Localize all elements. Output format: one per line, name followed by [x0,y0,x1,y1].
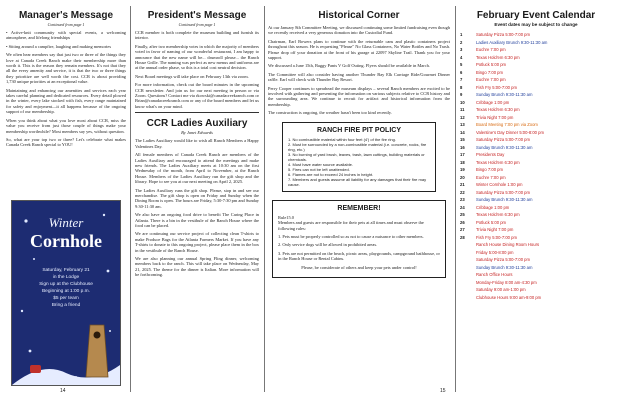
calendar-event: Bingo 7:00 pm [476,167,504,172]
calendar-row [460,151,612,159]
fire-pit-policy-box [282,122,436,192]
calendar-event: Bingo 7:00 pm [476,69,504,75]
calendar-day: 14 [460,129,465,135]
remember-body [278,215,440,270]
ladies-byline: By Janet Edwards [181,130,213,136]
calendar-day: 1 [460,32,463,37]
calendar-row [460,106,612,114]
calendar-column [460,0,612,301]
calendar-day: 13 [460,122,465,127]
calendar-day: 16 [460,144,465,150]
calendar-event: Potluck 5:00 pm [476,62,507,67]
calendar-row [460,54,612,62]
column-divider [264,6,265,392]
page-number-right: 15 [440,388,446,394]
ladies-paragraph: We also have an ongoing food drive to benefit The Caring Place in Atlanta. There is a bin in the vestibule of the Ranch House where the food can be placed. [135,212,259,228]
historical-title: Historical Corner [318,10,400,21]
calendar-row [460,196,612,204]
calendar-event: Euchre 7:00 pm [476,77,506,82]
calendar-day: 7 [460,77,463,82]
fire-pit-item: 4. Must have water source available. [288,161,353,167]
remember-intro: Members and guests are responsible for their pets at all times and must observe the following rules: [278,220,424,231]
calendar-event: Texas Hold'em 6:30 pm [476,54,520,60]
fire-pit-list [288,137,430,187]
calendar-day: 8 [460,84,463,90]
ladies-paragraph: We are continuing our service project of collecting clean T-shirts to make Produce Bags for the Atlanta Farmers Market. If you have any T-shirts to donate to this ongoing project, please place them in the box in the vestibule of the Ranch House. [135,231,259,253]
manager-paragraph: Maintaining and enhancing our amenities and services each year takes careful planning and dedicated resources. Every detail plowed in the winter, every lake stocked with fish, every range maintained for safety and enjoyment—it all happens because of the ongoing support of our membership. [6,87,126,115]
president-paragraph: Finally, after two membership votes in which the majority of members voted in favor of naming of our wonderful restaurant, I am happy to announce that the new name will be... drumroll please... the Ranch House Grille. The naming was perfect as new menus and uniforms are at the annual order phase, so this is a total cost neutral decision. [135,43,259,71]
calendar-row [460,264,612,272]
calendar-day: 3 [460,47,463,52]
calendar-row [460,114,612,122]
calendar-row [460,279,612,287]
calendar-event: Ranch House Dining Room Hours [476,242,540,247]
calendar-event: Ranch Office Hours [476,272,513,277]
calendar-event: Ladies Auxiliary Brunch 9:30-11:30 am [476,39,548,45]
calendar-day: 19 [460,167,465,172]
calendar-event: Winter Cornhole 1:00 pm [476,182,523,187]
calendar-title: February Event Calendar [476,10,596,21]
remember-box [272,200,446,278]
calendar-day: 26 [460,219,465,225]
calendar-subtitle: Event dates may be subject to change [494,22,578,27]
historical-paragraph: The construction is ongoing, the weather hasn't been too kind recently. [268,110,392,116]
manager-paragraph: We often hear members say that just two or three of the things they love at Canada Creek Ranch make their membership more than worth it. This is the reason they remain members. It's not that they all the every amenity and service, it is that the two or three things they prioritize are well worth the cost. CCR is about providing 1,730 unique priorities at an exceptional value. [6,52,126,85]
calendar-row [460,271,612,279]
calendar-event: Saturday Pizza 5:00-7:00 pm [476,32,531,37]
poster-details: Saturday, February 21 in the Lodge Sign up at the Clubhouse Beginning at 1:00 p.m. $5 per team Bring a friend [39,268,93,308]
fire-pit-item: 1. No combustible material within four feet (4') of the fire ring. [288,136,396,142]
calendar-day: 12 [460,114,465,120]
calendar-event: Presidents Day [476,152,505,157]
calendar-event: Sunday Brunch 9:30-11:30 am [476,264,533,270]
president-paragraph: For more information, check out the board minutes in the upcoming CCR newsletter. And join us for our next meeting in person or via Zoom. Questions? Contact me via rkowski@canadacreekranch.com or Brian@canadacreekranch.com or any of the board members and let us know what's on your mind. [135,82,260,109]
poster-title-top: Winter [48,215,84,230]
calendar-event: Friday 5:00-8:00 pm [476,249,514,255]
manager-bullet: • Sitting around a campfire, laughing and making memories [6,43,112,49]
calendar-day: 25 [460,212,465,217]
calendar-row [460,256,612,264]
calendar-day: 28 [460,234,465,240]
fire-pit-item: 5. Fires can not be left unattended. [288,166,350,172]
historical-paragraph: We discussed a June 15th, Baggy Pants V Golf Outing. Flyers should be available in March. [268,63,430,69]
calendar-event: Euchre 7:00 pm [476,47,506,52]
calendar-event: Trivia Night 7:00 pm [476,227,514,232]
calendar-day: 9 [460,92,463,97]
calendar-row [460,226,612,234]
bean-bag-icon [28,361,44,377]
calendar-day: 24 [460,204,465,210]
calendar-day: 4 [460,54,463,60]
calendar-event: Texas Hold'em 6:30 pm [476,107,520,112]
calendar-event: Saturday Pizza 5:00-7:00 pm [476,137,531,142]
historical-body [268,25,450,116]
president-continued: Continued from page 1 [178,22,216,27]
calendar-row [460,241,612,249]
calendar-day: 2 [460,39,463,45]
ladies-paragraph: The Ladies Auxiliary would like to wish all Ranch Members a Happy Valentines Day. [135,138,259,149]
fire-pit-item: 7. Members and guests assume all liability for any damages that their fire may cause. [288,176,427,187]
calendar-day: 6 [460,69,463,75]
ladies-paragraph: The Ladies Auxiliary runs the gift shop. Please, stop in and see our merchandise. The gift shop is open on Friday and Sunday when the Dining Room is open. The hours are Friday, 5:30-7:30 pm and Sunday 9:30-11:30 am. [135,187,259,209]
column-divider [130,6,131,392]
remember-item: 2. Only service dogs will be allowed in prohibited areas. [278,242,378,248]
calendar-row [460,121,612,129]
calendar-event: Sunday Brunch 9:30-11:30 am [476,144,533,150]
ladies-paragraph: We are also planning our annual Spring Fling dinner, welcoming members back to the ranch. This will take place on Wednesday, May 21, 2025. The theme for the dinner is Italian. More information will be forthcoming. [135,256,259,278]
manager-continued: Continued from page 1 [47,22,85,27]
remember-item: 1. Pets must be properly controlled so as not to cause a nuisance to other members. [278,233,424,239]
winter-cornhole-poster [11,200,121,386]
calendar-event: Cribbage 1:00 pm [476,204,510,210]
calendar-event: Fish Fry 5:00-7:00 pm [476,84,517,90]
calendar-day: 21 [460,182,465,187]
fire-pit-item: 3. No burning of yard brush, leaves, trash, lawn cuttings, building materials or chemicals. [288,151,425,162]
calendar-event: Clubhouse Hours 9:00 am-9:00 pm [476,294,542,300]
ladies-paragraph: All female members of Canada Creek Ranch are members of the Ladies Auxiliary and encouraged to attend the meetings and make new friends. The Ladies Auxiliary meets at 10:30 am on the first Wednesday of the month, from April to November, at the Ranch House. Members of the Ladies Auxiliary run the gift shop and the library. Hope to see you at our next meeting on April 2, 2025. [135,152,259,185]
calendar-event: Sunday Brunch 9:30-11:30 am [476,92,533,97]
calendar-row [460,61,612,69]
president-paragraph: CCR member is both complete the museum building and furnish its interior. [135,30,259,41]
remember-title: REMEMBER! [337,204,381,212]
calendar-row [460,181,612,189]
calendar-day: 27 [460,227,465,232]
remember-rule: Rule15.0 [278,214,294,220]
calendar-row [460,144,612,152]
calendar-event: Sunday Brunch 9:30-11:30 am [476,197,533,202]
remember-item: 3. Pets are not permitted on the beach, picnic areas, playgrounds, campground bathhouse, or in the Ranch House or Rental Cabins. [278,250,440,262]
calendar-event: Saturday Pizza 5:00-7:00 pm [476,257,531,262]
calendar-event: Board Meeting 7:00 pm via Zoom [476,122,538,127]
calendar-row [460,204,612,212]
calendar-event: Euchre 7:00 pm [476,174,506,180]
calendar-event: Monday-Friday 8:00 am-4:30 pm [476,279,537,285]
calendar-row [460,174,612,182]
calendar-row [460,31,612,39]
historical-paragraph: The Committee will also consider having another Thunder Bay Elk Carriage Ride/Gourmet Dinner raffle. Earl will check with Thunder Bay Resort. [268,71,450,83]
calendar-row [460,249,612,257]
calendar-event: Potluck 5:00 pm [476,219,507,225]
fire-pit-item: 6. Flames are not to exceed 24 inches in height. [288,171,374,177]
ladies-body [135,138,259,277]
manager-body [6,30,126,148]
calendar-row [460,211,612,219]
calendar-day: 11 [460,107,465,112]
calendar-row [460,189,612,197]
page-number-left: 14 [60,388,66,394]
calendar-event: Saturday 9:00 am-1:00 pm [476,287,526,292]
historical-paragraph: At our January 8th Committee Meeting, we discussed continuing some limited fundraising even though we recently received a very generous donation into the Custodial Fund. [268,25,450,36]
calendar-row [460,39,612,47]
manager-title: Manager's Message [18,10,114,21]
calendar-row [460,91,612,99]
president-title: President's Message [147,10,247,21]
calendar-row [460,46,612,54]
calendar-day: 23 [460,197,465,202]
calendar-row [460,69,612,77]
calendar-event: Trivia Night 7:00 pm [476,114,514,120]
calendar-event: Saturday Pizza 5:00-7:00 pm [476,189,531,195]
calendar-row [460,136,612,144]
cornhole-board-icon [82,319,112,379]
historical-paragraph: Chairman, Earl Bowers plans to continue with the returnable cans and plastic containers project throughout this season. He is requesting "Please" No Glass Containers, No Water Bottles and No Trash. Please drop off your donation at the front of his garage at 22097 Skyline Trail. Thank you for your support. [268,38,450,61]
calendar-day: 22 [460,189,465,195]
manager-bullet: • Active-knit community with special events, a welcoming atmosphere, and lifelong friendships [6,30,126,41]
calendar-day: 5 [460,62,463,67]
calendar-day: 18 [460,159,465,165]
poster-title-main: Cornhole [30,231,102,251]
calendar-row [460,129,612,137]
manager-paragraph: When you think about what you love most about CCR, miss the value you receive from just those couple of things make your membership worthwhile? Most members say yes, without question. [6,117,126,134]
president-paragraph: Next Board meetings will take place on February 13th via zoom. [135,73,249,79]
remember-closing: Please, be considerate of others and keep your pets under control! [301,264,417,270]
calendar-row [460,234,612,242]
calendar-event: Valentine's Day Dinner 5:00-8:00 pm [476,129,544,135]
calendar-day: 15 [460,137,465,142]
calendar-day: 20 [460,174,465,180]
calendar-row [460,166,612,174]
calendar-event: Texas Hold'em 6:30 pm [476,212,520,217]
calendar-event: Texas Hold'em 6:30 pm [476,159,520,165]
manager-column [6,0,126,151]
calendar-list [460,31,612,301]
historical-paragraph: Perry Cooper continues to spearhead the museum displays – several Ranch members are excited to be involved with gathering and presenting the information on various subjects relative to CCR history and the surrounding area. We continue to recruit for artifact and historical information from the membership. [268,85,450,107]
calendar-row [460,286,612,294]
fire-pit-item: 2. Must be surrounded by a non-combustible material (i.e. concrete, rocks, fire ring, etc.) [288,141,427,152]
fire-pit-title: RANCH FIRE PIT POLICY [316,126,401,134]
president-column [135,0,259,281]
calendar-day: 17 [460,152,465,157]
column-divider [455,6,456,392]
calendar-event: Fish Fry 5:00-7:00 pm [476,234,517,240]
calendar-row [460,99,612,107]
manager-paragraph: So, what are your top two or three? Let's celebrate what makes Canada Creek Ranch special to YOU! [6,136,126,148]
calendar-day: 10 [460,99,465,105]
calendar-row [460,159,612,167]
historical-column [268,0,450,278]
ladies-title: CCR Ladies Auxiliary [146,118,248,130]
president-body [135,30,259,109]
calendar-event: Cribbage 1:00 pm [476,99,510,105]
calendar-row [460,294,612,302]
calendar-row [460,76,612,84]
calendar-row [460,219,612,227]
calendar-row [460,84,612,92]
